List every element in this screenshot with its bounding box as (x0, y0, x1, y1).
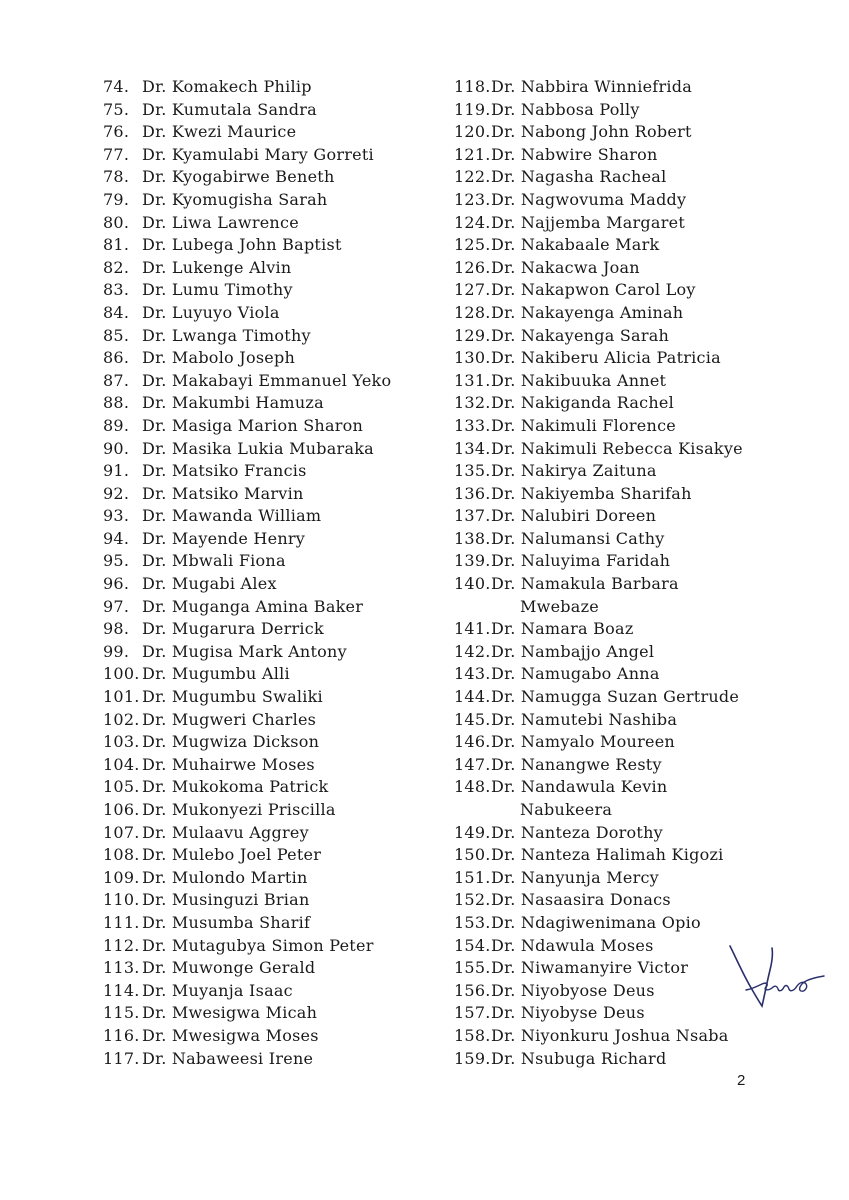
list-item (103, 709, 433, 732)
doctor-name: Dr. Niyobyse Deus (491, 1003, 645, 1023)
doctor-name: Dr. Nabaweesi Irene (142, 1048, 314, 1068)
item-number: 142. (454, 641, 491, 661)
list-item (103, 844, 433, 867)
item-number: 109. (103, 867, 140, 887)
right-name-column (454, 76, 794, 1070)
doctor-name: Dr. Komakech Philip (142, 77, 312, 96)
doctor-name-continuation: Nabukeera (520, 800, 613, 819)
doctor-name: Dr. Muyanja Isaac (142, 980, 293, 1000)
list-item (103, 573, 433, 596)
doctor-name: Dr. Nagasha Racheal (491, 167, 667, 187)
doctor-name: Dr. Nagwovuma Maddy (491, 189, 687, 209)
list-item (454, 573, 794, 596)
doctor-name: Dr. Nalubiri Doreen (491, 506, 657, 526)
doctor-name: Dr. Kyamulabi Mary Gorreti (142, 144, 374, 164)
list-item (454, 912, 794, 935)
list-item (454, 528, 794, 551)
item-number: 112. (103, 935, 140, 955)
item-number: 88. (103, 393, 130, 413)
doctor-name: Dr. Mutagubya Simon Peter (142, 935, 374, 955)
list-item (103, 822, 433, 845)
doctor-name: Dr. Nandawula Kevin (491, 777, 668, 797)
item-number: 113. (103, 958, 140, 978)
doctor-name: Dr. Nambajjo Angel (491, 641, 655, 661)
item-number: 101. (103, 687, 140, 707)
list-item (103, 980, 433, 1003)
item-number: 130. (454, 348, 491, 368)
item-number: 103. (103, 732, 140, 752)
item-number: 129. (454, 325, 491, 345)
item-number: 97. (103, 596, 130, 616)
list-item (454, 415, 794, 438)
item-number: 94. (103, 528, 130, 548)
item-number: 137. (454, 506, 491, 526)
doctor-name: Dr. Muwonge Gerald (142, 958, 316, 978)
left-name-column (103, 76, 433, 1070)
doctor-name: Dr. Namara Boaz (491, 619, 634, 639)
doctor-name: Dr. Niwamanyire Victor (491, 958, 689, 978)
list-item (103, 1048, 433, 1071)
list-item (103, 596, 433, 619)
doctor-name: Dr. Mugwiza Dickson (142, 732, 320, 752)
doctor-name: Dr. Mugisa Mark Antony (142, 641, 347, 661)
list-item (454, 550, 794, 573)
item-number: 157. (454, 1003, 491, 1023)
list-item (454, 212, 794, 235)
item-number: 91. (103, 461, 130, 481)
list-item (103, 1002, 433, 1025)
item-number: 120. (454, 122, 491, 142)
item-number: 128. (454, 302, 491, 322)
item-number: 154. (454, 935, 491, 955)
list-item (103, 212, 433, 235)
doctor-name: Dr. Matsiko Marvin (142, 483, 304, 503)
item-number: 104. (103, 754, 140, 774)
list-item (103, 618, 433, 641)
doctor-name: Dr. Nabbosa Polly (491, 99, 640, 119)
doctor-name: Dr. Lubega John Baptist (142, 235, 342, 255)
doctor-name: Dr. Namugga Suzan Gertrude (491, 687, 740, 707)
list-item (103, 189, 433, 212)
doctor-name: Dr. Nabong John Robert (491, 122, 692, 142)
item-number: 134. (454, 438, 491, 458)
item-number: 145. (454, 709, 491, 729)
list-item (103, 731, 433, 754)
list-item (454, 483, 794, 506)
item-number: 149. (454, 822, 491, 842)
list-item (454, 1025, 794, 1048)
list-item (103, 528, 433, 551)
list-item (454, 889, 794, 912)
doctor-name: Dr. Matsiko Francis (142, 461, 307, 481)
item-number: 151. (454, 867, 491, 887)
doctor-name: Dr. Nakayenga Sarah (491, 325, 670, 345)
doctor-name: Dr. Ndawula Moses (491, 935, 654, 955)
doctor-name: Dr. Kyomugisha Sarah (142, 189, 328, 209)
list-item (454, 325, 794, 348)
doctor-name: Dr. Kumutala Sandra (142, 99, 317, 119)
list-item (103, 483, 433, 506)
list-item (103, 257, 433, 280)
item-number: 148. (454, 777, 491, 797)
list-item (103, 144, 433, 167)
doctor-name: Dr. Lukenge Alvin (142, 257, 292, 277)
doctor-name: Dr. Musumba Sharif (142, 912, 311, 932)
list-item (103, 550, 433, 573)
list-item (454, 505, 794, 528)
doctor-name: Dr. Mwesigwa Micah (142, 1003, 318, 1023)
doctor-name: Dr. Mugarura Derrick (142, 619, 324, 639)
doctor-name: Dr. Nakapwon Carol Loy (491, 280, 696, 300)
item-number: 85. (103, 325, 130, 345)
list-item (103, 166, 433, 189)
doctor-name: Dr. Nakibuuka Annet (491, 370, 667, 390)
doctor-name: Dr. Nakimuli Florence (491, 415, 676, 435)
list-item (454, 460, 794, 483)
doctor-name: Dr. Musinguzi Brian (142, 890, 310, 910)
item-number: 74. (103, 77, 130, 96)
doctor-name: Dr. Mabolo Joseph (142, 348, 296, 368)
item-number: 78. (103, 167, 130, 187)
list-item (454, 234, 794, 257)
list-item (454, 76, 794, 99)
item-number: 79. (103, 189, 130, 209)
item-number: 75. (103, 99, 130, 119)
item-number: 96. (103, 574, 130, 594)
doctor-name: Dr. Mayende Henry (142, 528, 306, 548)
item-number: 143. (454, 664, 491, 684)
item-number: 92. (103, 483, 130, 503)
item-number: 146. (454, 732, 491, 752)
doctor-name: Dr. Mawanda William (142, 506, 322, 526)
item-number: 84. (103, 302, 130, 322)
item-number: 124. (454, 212, 491, 232)
list-item (454, 731, 794, 754)
list-item (103, 663, 433, 686)
doctor-name: Dr. Nakabaale Mark (491, 235, 660, 255)
list-item (454, 867, 794, 890)
list-item (454, 302, 794, 325)
list-item (454, 844, 794, 867)
list-item (454, 279, 794, 302)
list-item (103, 415, 433, 438)
list-item (103, 686, 433, 709)
doctor-name: Dr. Makumbi Hamuza (142, 393, 324, 413)
list-item (454, 709, 794, 732)
list-item (454, 189, 794, 212)
item-number: 133. (454, 415, 491, 435)
item-number: 159. (454, 1048, 491, 1068)
item-number: 121. (454, 144, 491, 164)
item-number: 105. (103, 777, 140, 797)
item-number: 114. (103, 980, 140, 1000)
list-item (103, 799, 433, 822)
doctor-name: Dr. Nanteza Dorothy (491, 822, 663, 842)
item-number: 150. (454, 845, 491, 865)
doctor-name: Dr. Nakacwa Joan (491, 257, 640, 277)
item-number: 87. (103, 370, 130, 390)
item-number: 110. (103, 890, 140, 910)
doctor-name: Dr. Nanyunja Mercy (491, 867, 659, 887)
doctor-name: Dr. Lumu Timothy (142, 280, 293, 300)
doctor-name: Dr. Masika Lukia Mubaraka (142, 438, 374, 458)
item-number: 156. (454, 980, 491, 1000)
list-item (103, 912, 433, 935)
list-item (103, 325, 433, 348)
doctor-name: Dr. Luyuyo Viola (142, 302, 280, 322)
doctor-name: Dr. Kwezi Maurice (142, 122, 297, 142)
doctor-name: Dr. Nabbira Winniefrida (491, 77, 692, 96)
doctor-name: Dr. Nasaasira Donacs (491, 890, 671, 910)
list-item (454, 822, 794, 845)
item-number: 116. (103, 1025, 140, 1045)
doctor-name: Dr. Najjemba Margaret (491, 212, 686, 232)
doctor-name: Dr. Nakirya Zaituna (491, 461, 657, 481)
list-item (103, 754, 433, 777)
item-number: 123. (454, 189, 491, 209)
list-item (103, 889, 433, 912)
doctor-name: Dr. Nanangwe Resty (491, 754, 662, 774)
doctor-name: Dr. Mukonyezi Priscilla (142, 800, 336, 819)
item-number: 99. (103, 641, 130, 661)
doctor-name: Dr. Mugabi Alex (142, 574, 277, 594)
list-item (454, 166, 794, 189)
item-number: 115. (103, 1003, 140, 1023)
item-number: 102. (103, 709, 140, 729)
item-number: 95. (103, 551, 130, 571)
doctor-name: Dr. Nabwire Sharon (491, 144, 658, 164)
item-number: 93. (103, 506, 130, 526)
doctor-name: Dr. Ndagiwenimana Opio (491, 912, 701, 932)
item-number: 155. (454, 958, 491, 978)
list-item (103, 776, 433, 799)
doctor-name: Dr. Nsubuga Richard (491, 1048, 667, 1068)
item-number: 136. (454, 483, 491, 503)
doctor-name: Dr. Mugweri Charles (142, 709, 317, 729)
doctor-name: Dr. Niyobyose Deus (491, 980, 655, 1000)
doctor-name: Dr. Masiga Marion Sharon (142, 415, 364, 435)
doctor-name: Dr. Nakiganda Rachel (491, 393, 674, 413)
item-number: 158. (454, 1025, 491, 1045)
doctor-name: Dr. Mulebo Joel Peter (142, 845, 322, 865)
list-item (454, 99, 794, 122)
doctor-name: Dr. Mbwali Fiona (142, 551, 286, 571)
item-number: 126. (454, 257, 491, 277)
item-number: 139. (454, 551, 491, 571)
item-number: 147. (454, 754, 491, 774)
doctor-name: Dr. Mugumbu Swaliki (142, 687, 323, 707)
list-item (454, 686, 794, 709)
list-item (103, 438, 433, 461)
item-number: 127. (454, 280, 491, 300)
item-number: 107. (103, 822, 140, 842)
item-number: 125. (454, 235, 491, 255)
item-number: 77. (103, 144, 130, 164)
item-number: 76. (103, 122, 130, 142)
list-item (103, 347, 433, 370)
doctor-name: Dr. Naluyima Faridah (491, 551, 671, 571)
doctor-name: Dr. Lwanga Timothy (142, 325, 311, 345)
item-number: 80. (103, 212, 130, 232)
doctor-name: Dr. Mulaavu Aggrey (142, 822, 309, 842)
item-number: 98. (103, 619, 130, 639)
list-item (454, 121, 794, 144)
doctor-name: Dr. Mulondo Martin (142, 867, 308, 887)
doctor-name: Dr. Namakula Barbara (491, 574, 679, 594)
list-item (454, 257, 794, 280)
list-item (103, 121, 433, 144)
list-item (103, 76, 433, 99)
item-number: 140. (454, 574, 491, 594)
list-item (103, 957, 433, 980)
item-number: 111. (103, 912, 140, 932)
doctor-name: Dr. Nanteza Halimah Kigozi (491, 845, 724, 865)
page-number: 2 (737, 1072, 746, 1089)
doctor-name: Dr. Niyonkuru Joshua Nsaba (491, 1025, 729, 1045)
list-item (454, 1048, 794, 1071)
doctor-name: Dr. Makabayi Emmanuel Yeko (142, 370, 392, 390)
item-number: 122. (454, 167, 491, 187)
list-item (103, 234, 433, 257)
item-number: 89. (103, 415, 130, 435)
item-number: 135. (454, 461, 491, 481)
item-number: 131. (454, 370, 491, 390)
list-item (103, 370, 433, 393)
list-item (454, 144, 794, 167)
item-number: 118. (454, 77, 491, 96)
doctor-name: Dr. Nakimuli Rebecca Kisakye (491, 438, 743, 458)
list-item (103, 1025, 433, 1048)
item-number: 106. (103, 800, 140, 819)
list-item (103, 460, 433, 483)
doctor-name: Dr. Kyogabirwe Beneth (142, 167, 335, 187)
item-number: 141. (454, 619, 491, 639)
doctor-name: Dr. Namugabo Anna (491, 664, 660, 684)
doctor-name: Dr. Mugumbu Alli (142, 664, 290, 684)
doctor-name: Dr. Nakiberu Alicia Patricia (491, 348, 721, 368)
list-item (454, 776, 794, 799)
doctor-name: Dr. Namutebi Nashiba (491, 709, 678, 729)
list-item (103, 279, 433, 302)
list-item (454, 641, 794, 664)
item-number: 82. (103, 257, 130, 277)
list-item (454, 347, 794, 370)
list-item (103, 99, 433, 122)
list-item (103, 302, 433, 325)
item-number: 153. (454, 912, 491, 932)
item-number: 117. (103, 1048, 140, 1068)
list-item (103, 392, 433, 415)
item-number: 100. (103, 664, 140, 684)
handwritten-signature (722, 940, 832, 1020)
list-item (454, 754, 794, 777)
item-number: 108. (103, 845, 140, 865)
doctor-name: Dr. Nakayenga Aminah (491, 302, 684, 322)
item-number: 83. (103, 280, 130, 300)
doctor-name: Dr. Mukokoma Patrick (142, 777, 329, 797)
list-item (454, 618, 794, 641)
doctor-name: Dr. Muganga Amina Baker (142, 596, 364, 616)
doctor-name: Dr. Namyalo Moureen (491, 732, 675, 752)
item-number: 81. (103, 235, 130, 255)
list-item (103, 505, 433, 528)
doctor-name-continuation: Mwebaze (520, 596, 599, 616)
list-item (454, 438, 794, 461)
doctor-name: Dr. Nalumansi Cathy (491, 528, 665, 548)
doctor-name: Dr. Mwesigwa Moses (142, 1025, 319, 1045)
item-number: 132. (454, 393, 491, 413)
item-number: 152. (454, 890, 491, 910)
doctor-name: Dr. Nakiyemba Sharifah (491, 483, 692, 503)
list-item (454, 370, 794, 393)
doctor-name: Dr. Muhairwe Moses (142, 754, 315, 774)
item-number: 86. (103, 348, 130, 368)
list-item (103, 935, 433, 958)
item-number: 90. (103, 438, 130, 458)
list-item (103, 867, 433, 890)
item-number: 119. (454, 99, 491, 119)
list-item (454, 392, 794, 415)
list-item (454, 663, 794, 686)
list-item (103, 641, 433, 664)
item-number: 138. (454, 528, 491, 548)
doctor-name: Dr. Liwa Lawrence (142, 212, 299, 232)
item-number: 144. (454, 687, 491, 707)
